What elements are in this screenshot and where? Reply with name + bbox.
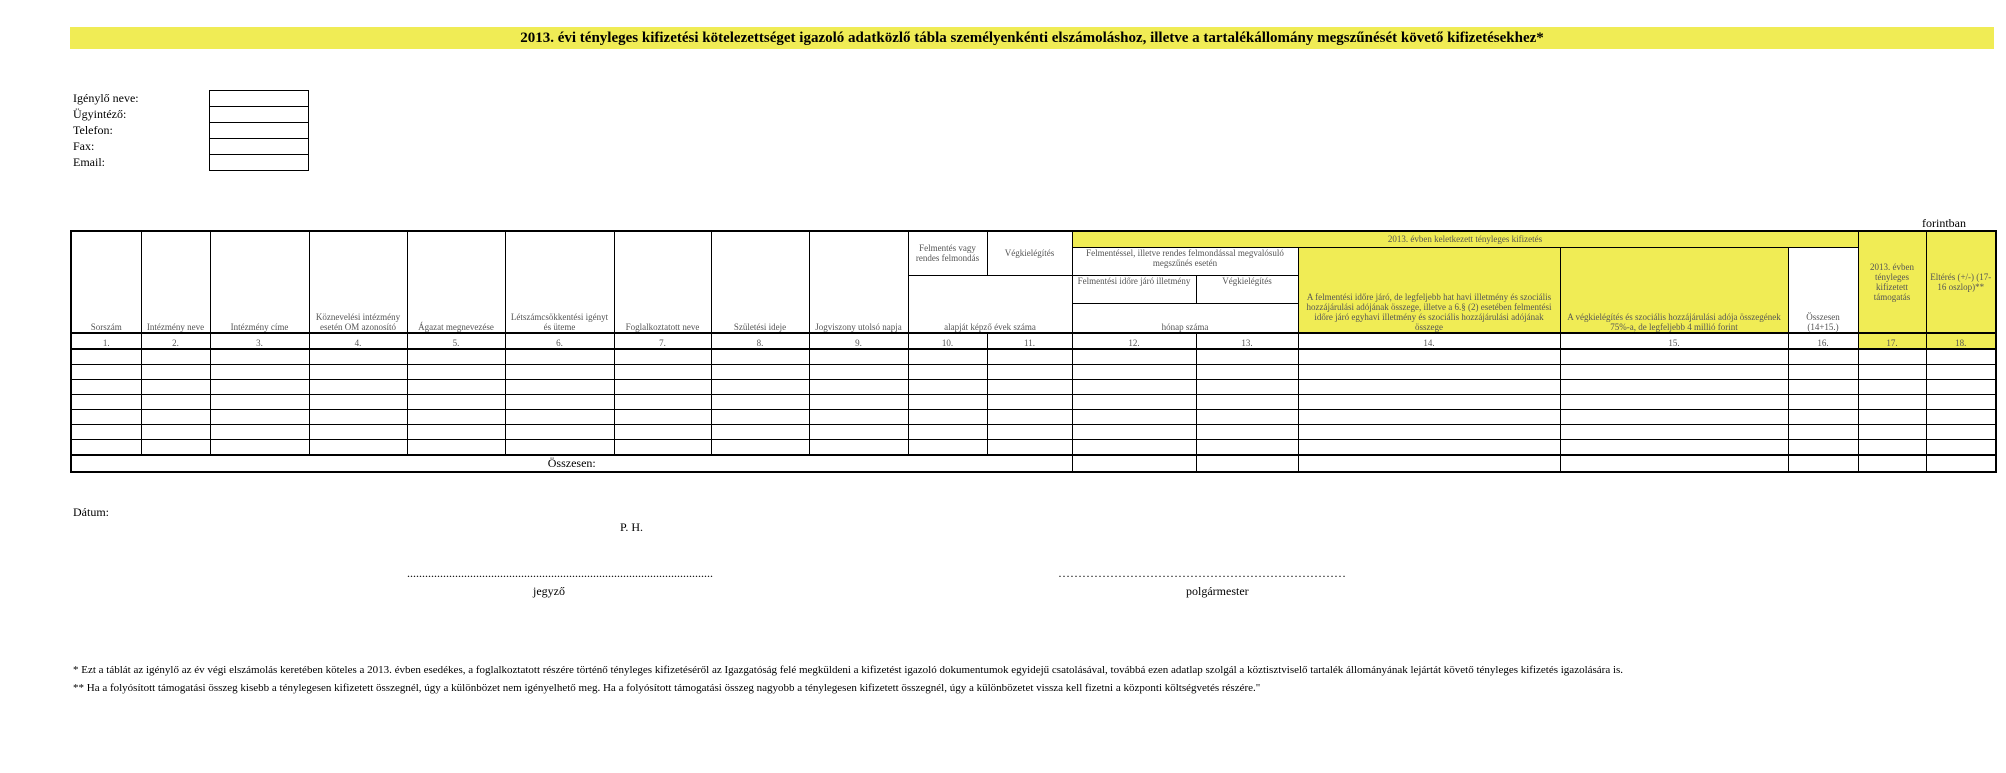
table-cell[interactable] xyxy=(1196,440,1298,456)
table-cell[interactable] xyxy=(141,425,210,440)
table-cell[interactable] xyxy=(309,440,407,456)
table-cell[interactable] xyxy=(987,349,1072,365)
column-number: 7. xyxy=(614,333,711,349)
footnote-1: * Ezt a táblát az igénylő az év végi elszámolás keretében köteles a 2013. évben esedékes, a foglalkoztatott részére történő tényleges kifizetéséről az Igazgatóság felé megküldeni a kifizetést igazoló dokumentumok egyidejű csatolásával, továbbá ezen adatlap szolgál a köztisztviselő tartalék állományának lejártát követő tényleges kifizetés igazolására is. xyxy=(73,664,1624,676)
table-cell[interactable] xyxy=(71,395,141,410)
table-cell[interactable] xyxy=(1560,425,1788,440)
title-bar xyxy=(70,27,1994,49)
table-cell[interactable] xyxy=(614,410,711,425)
table-cell[interactable] xyxy=(141,410,210,425)
table-cell[interactable] xyxy=(1298,349,1560,365)
col-header-vegkielegites-sub: Végkielégítés xyxy=(1196,275,1298,303)
table-cell[interactable] xyxy=(1072,365,1196,380)
table-cell[interactable] xyxy=(1858,410,1926,425)
table-cell[interactable] xyxy=(711,365,809,380)
field-label: Igénylő neve: xyxy=(73,91,139,105)
table-cell[interactable] xyxy=(1560,349,1788,365)
table-row xyxy=(71,349,1996,365)
table-cell[interactable] xyxy=(908,440,987,456)
table-cell[interactable] xyxy=(1196,365,1298,380)
applicant-name-field[interactable] xyxy=(209,90,309,106)
table-cell[interactable] xyxy=(309,410,407,425)
table-cell[interactable] xyxy=(1926,380,1996,395)
table-cell[interactable] xyxy=(505,440,614,456)
table-row xyxy=(71,425,1996,440)
column-numbers-row xyxy=(71,333,1996,349)
column-number: 14. xyxy=(1298,333,1560,349)
table-cell[interactable] xyxy=(908,395,987,410)
applicant-row xyxy=(73,106,139,122)
table-cell[interactable] xyxy=(987,410,1072,425)
date-label: Dátum: xyxy=(73,505,109,519)
table-cell[interactable] xyxy=(1788,395,1858,410)
table-cell[interactable] xyxy=(1560,410,1788,425)
col-header-intezmeny-neve: Intézmény neve xyxy=(141,231,210,333)
table-cell[interactable] xyxy=(1298,365,1560,380)
col-header-agazat: Ágazat megnevezése xyxy=(407,231,505,333)
col-header-16: Összesen (14+15.) xyxy=(1788,247,1858,333)
table-cell[interactable] xyxy=(1072,349,1196,365)
table-cell[interactable] xyxy=(1858,395,1926,410)
table-cell[interactable] xyxy=(407,425,505,440)
email-field[interactable] xyxy=(209,154,309,171)
table-cell[interactable] xyxy=(1858,425,1926,440)
table-cell[interactable] xyxy=(711,395,809,410)
col-header-foglalkoztatott-neve: Foglalkoztatott neve xyxy=(614,231,711,333)
total-cell[interactable] xyxy=(1788,455,1858,472)
column-number: 13. xyxy=(1196,333,1298,349)
table-cell[interactable] xyxy=(309,349,407,365)
table-cell[interactable] xyxy=(809,410,908,425)
table-cell[interactable] xyxy=(1560,365,1788,380)
col-header-intezmeny-cime: Intézmény címe xyxy=(210,231,309,333)
table-cell[interactable] xyxy=(614,440,711,456)
table-cell[interactable] xyxy=(407,395,505,410)
table-cell[interactable] xyxy=(987,365,1072,380)
table-cell[interactable] xyxy=(141,380,210,395)
table-cell[interactable] xyxy=(1926,410,1996,425)
column-number: 15. xyxy=(1560,333,1788,349)
applicant-row xyxy=(73,90,139,106)
col-header-14: A felmentési időre járó, de legfeljebb hat havi illetmény és szociális hozzájárulási adójának összege, illetve a 6.§ (2) esetében felmentési időre járó egyhavi illetmény és szociális hozzájárulási adójának összege xyxy=(1298,247,1560,333)
table-cell[interactable] xyxy=(505,365,614,380)
table-cell[interactable] xyxy=(1858,440,1926,456)
table-cell[interactable] xyxy=(1926,349,1996,365)
table-cell[interactable] xyxy=(1298,380,1560,395)
table-cell[interactable] xyxy=(505,395,614,410)
table-cell[interactable] xyxy=(1926,365,1996,380)
data-table xyxy=(70,230,1997,473)
table-cell[interactable] xyxy=(987,380,1072,395)
col-header-felmentesi-idore: Felmentési időre járó illetmény xyxy=(1072,275,1196,303)
table-cell[interactable] xyxy=(809,395,908,410)
total-cell[interactable] xyxy=(1196,455,1298,472)
table-cell[interactable] xyxy=(141,440,210,456)
table-cell[interactable] xyxy=(141,349,210,365)
col-header-jogviszony: Jogviszony utolsó napja xyxy=(809,231,908,333)
column-number: 2. xyxy=(141,333,210,349)
table-cell[interactable] xyxy=(1196,410,1298,425)
table-cell[interactable] xyxy=(210,395,309,410)
table-cell[interactable] xyxy=(210,365,309,380)
column-number: 1. xyxy=(71,333,141,349)
table-cell[interactable] xyxy=(309,425,407,440)
table-cell[interactable] xyxy=(141,365,210,380)
stamp-placeholder: P. H. xyxy=(620,520,644,534)
table-cell[interactable] xyxy=(908,380,987,395)
table-cell[interactable] xyxy=(1298,425,1560,440)
col-header-15: A végkielégítés és szociális hozzájárulási adója összegének 75%-a, de legfeljebb 4 millió forint xyxy=(1560,247,1788,333)
table-cell[interactable] xyxy=(908,365,987,380)
table-cell[interactable] xyxy=(1196,380,1298,395)
signature-line-notary: ...................................................................................................... xyxy=(407,566,713,580)
signer-mayor: polgármester xyxy=(1186,584,1249,598)
column-number: 10. xyxy=(908,333,987,349)
col-header-felmentessel: Felmentéssel, illetve rendes felmondással megvalósuló megszűnés esetén xyxy=(1072,247,1298,275)
table-cell[interactable] xyxy=(407,380,505,395)
fax-field[interactable] xyxy=(209,138,309,154)
table-cell[interactable] xyxy=(809,425,908,440)
table-cell[interactable] xyxy=(309,380,407,395)
column-number: 9. xyxy=(809,333,908,349)
table-cell[interactable] xyxy=(1926,425,1996,440)
table-cell[interactable] xyxy=(1788,349,1858,365)
table-cell[interactable] xyxy=(1788,365,1858,380)
table-cell[interactable] xyxy=(1858,365,1926,380)
field-label: Email: xyxy=(73,155,105,169)
table-cell[interactable] xyxy=(1858,380,1926,395)
signer-notary: jegyző xyxy=(533,584,565,598)
table-cell[interactable] xyxy=(71,440,141,456)
table-row xyxy=(71,395,1996,410)
table-cell[interactable] xyxy=(1072,410,1196,425)
column-number: 12. xyxy=(1072,333,1196,349)
table-cell[interactable] xyxy=(71,410,141,425)
total-cell[interactable] xyxy=(1926,455,1996,472)
footnote-2: ** Ha a folyósított támogatási összeg kisebb a ténylegesen kifizetett összegnél, úgy a különbözet nem igényelhető meg. Ha a folyósított támogatási összeg nagyobb a ténylegesen kifizetett összegnél, úgy a különbözetet vissza kell fizetni a központi költségvetés részére." xyxy=(73,682,1261,694)
table-cell[interactable] xyxy=(309,395,407,410)
table-cell[interactable] xyxy=(614,365,711,380)
table-cell[interactable] xyxy=(614,349,711,365)
table-cell[interactable] xyxy=(71,365,141,380)
group-header-2013: 2013. évben keletkezett tényleges kifizetés xyxy=(1072,231,1858,247)
phone-field[interactable] xyxy=(209,122,309,138)
table-cell[interactable] xyxy=(711,410,809,425)
applicant-row xyxy=(73,154,139,170)
table-cell[interactable] xyxy=(809,440,908,456)
col-header-vegkielegites: Végkielégítés xyxy=(987,231,1072,275)
table-cell[interactable] xyxy=(505,410,614,425)
table-cell[interactable] xyxy=(505,425,614,440)
table-cell[interactable] xyxy=(987,425,1072,440)
table-cell[interactable] xyxy=(1788,440,1858,456)
table-cell[interactable] xyxy=(1560,380,1788,395)
col-header-17: 2013. évben tényleges kifizetett támogatás xyxy=(1858,231,1926,333)
table-cell[interactable] xyxy=(1298,410,1560,425)
table-cell[interactable] xyxy=(1196,395,1298,410)
column-number: 5. xyxy=(407,333,505,349)
table-cell[interactable] xyxy=(809,349,908,365)
applicant-row xyxy=(73,138,139,154)
column-number: 11. xyxy=(987,333,1072,349)
table-cell[interactable] xyxy=(987,440,1072,456)
table-cell[interactable] xyxy=(614,395,711,410)
table-cell[interactable] xyxy=(1788,380,1858,395)
column-number: 3. xyxy=(210,333,309,349)
total-cell[interactable] xyxy=(1298,455,1560,472)
table-cell[interactable] xyxy=(1196,425,1298,440)
table-cell[interactable] xyxy=(711,380,809,395)
table-cell[interactable] xyxy=(1788,425,1858,440)
col-header-honap-szama: hónap száma xyxy=(1072,303,1298,333)
table-cell[interactable] xyxy=(908,410,987,425)
table-cell[interactable] xyxy=(210,349,309,365)
column-number: 4. xyxy=(309,333,407,349)
column-number: 16. xyxy=(1788,333,1858,349)
table-cell[interactable] xyxy=(1858,349,1926,365)
table-cell[interactable] xyxy=(1072,440,1196,456)
total-cell[interactable] xyxy=(1072,455,1196,472)
table-cell[interactable] xyxy=(1788,410,1858,425)
table-cell[interactable] xyxy=(407,365,505,380)
total-cell[interactable] xyxy=(1858,455,1926,472)
administrator-field[interactable] xyxy=(209,106,309,122)
table-cell[interactable] xyxy=(407,410,505,425)
table-row xyxy=(71,365,1996,380)
total-cell[interactable] xyxy=(1560,455,1788,472)
table-cell[interactable] xyxy=(1196,349,1298,365)
table-cell[interactable] xyxy=(71,349,141,365)
table-cell[interactable] xyxy=(809,365,908,380)
col-header-om-azonosito: Köznevelési intézmény esetén OM azonosító xyxy=(309,231,407,333)
table-cell[interactable] xyxy=(407,440,505,456)
table-cell[interactable] xyxy=(711,425,809,440)
table-cell[interactable] xyxy=(908,349,987,365)
table-cell[interactable] xyxy=(614,425,711,440)
column-number: 18. xyxy=(1926,333,1996,349)
table-cell[interactable] xyxy=(71,380,141,395)
field-label: Telefon: xyxy=(73,123,113,137)
col-header-szuletesi-ideje: Születési ideje xyxy=(711,231,809,333)
column-number: 6. xyxy=(505,333,614,349)
total-row xyxy=(71,455,1996,472)
col-header-18: Eltérés (+/-) (17-16 oszlop)** xyxy=(1926,231,1996,333)
table-cell[interactable] xyxy=(1072,395,1196,410)
table-cell[interactable] xyxy=(1926,440,1996,456)
table-cell[interactable] xyxy=(908,425,987,440)
table-cell[interactable] xyxy=(614,380,711,395)
unit-label: forintban xyxy=(1922,216,1966,230)
table-cell[interactable] xyxy=(1560,395,1788,410)
col-header-letszamcsokkentes: Létszámcsökkentési igényt és üteme xyxy=(505,231,614,333)
col-header-felmentes: Felmentés vagy rendes felmondás xyxy=(908,231,987,275)
table-cell[interactable] xyxy=(987,395,1072,410)
applicant-row xyxy=(73,122,139,138)
table-cell[interactable] xyxy=(711,440,809,456)
table-cell[interactable] xyxy=(711,349,809,365)
table-cell[interactable] xyxy=(1298,395,1560,410)
table-row xyxy=(71,380,1996,395)
table-cell[interactable] xyxy=(505,349,614,365)
table-cell[interactable] xyxy=(309,365,407,380)
table-cell[interactable] xyxy=(809,380,908,395)
table-cell[interactable] xyxy=(210,380,309,395)
total-label: Összesen: xyxy=(71,455,1072,472)
applicant-info xyxy=(73,90,139,170)
field-label: Fax: xyxy=(73,139,95,153)
table-row xyxy=(71,440,1996,456)
field-label: Ügyintéző: xyxy=(73,107,127,121)
table-cell[interactable] xyxy=(1072,425,1196,440)
table-cell[interactable] xyxy=(210,425,309,440)
table-cell[interactable] xyxy=(210,410,309,425)
table-cell[interactable] xyxy=(1926,395,1996,410)
table-cell[interactable] xyxy=(1560,440,1788,456)
table-cell[interactable] xyxy=(71,425,141,440)
column-number: 17. xyxy=(1858,333,1926,349)
column-number: 8. xyxy=(711,333,809,349)
table-cell[interactable] xyxy=(505,380,614,395)
page-title: 2013. évi tényleges kifizetési kötelezettséget igazoló adatközlő tábla személyenkénti elszámoláshoz, illetve a tartalékállomány megszűnését követő kifizetésekhez* xyxy=(520,30,1544,46)
table-cell[interactable] xyxy=(210,440,309,456)
table-cell[interactable] xyxy=(141,395,210,410)
table-cell[interactable] xyxy=(1072,380,1196,395)
col-header-sorszam: Sorszám xyxy=(71,231,141,333)
signature-line-mayor: ……………………………………………………………… xyxy=(1058,566,1346,580)
col-header-alapjat-kepzo: alapját képző évek száma xyxy=(908,275,1072,333)
table-row xyxy=(71,410,1996,425)
table-cell[interactable] xyxy=(1298,440,1560,456)
table-cell[interactable] xyxy=(407,349,505,365)
